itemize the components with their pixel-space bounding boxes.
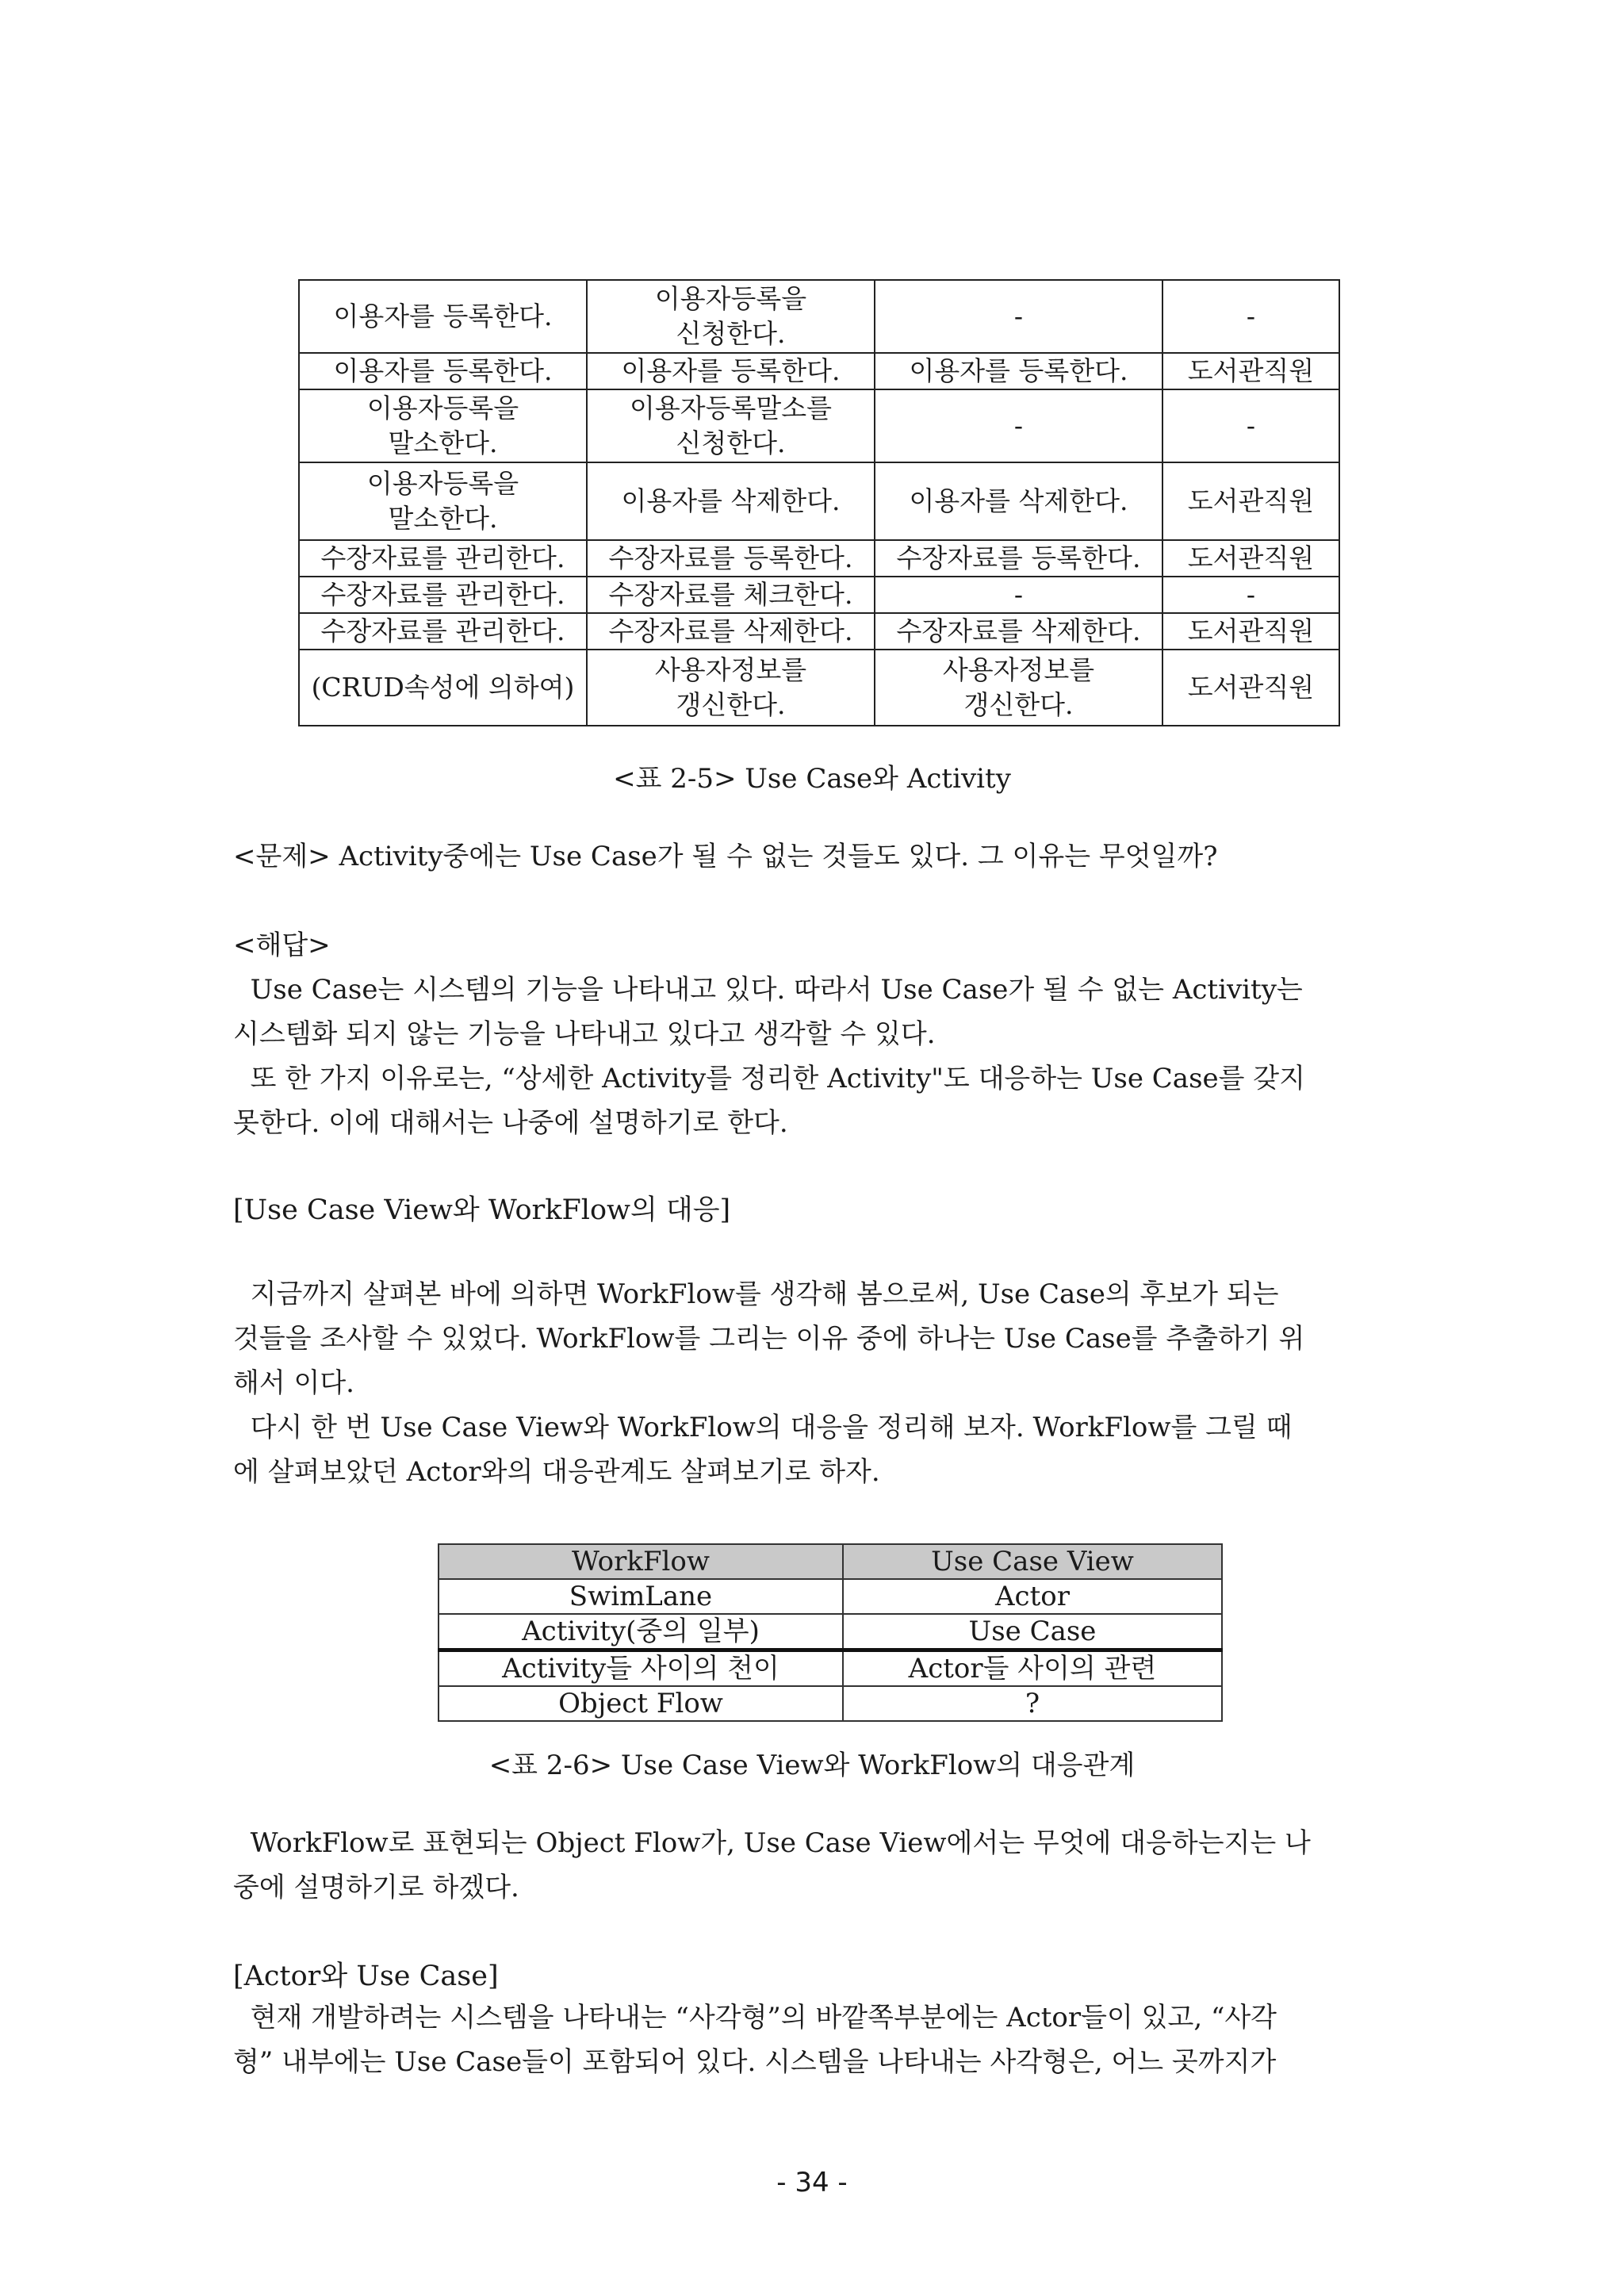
table-cell: 도서관직원 xyxy=(1162,650,1339,726)
table-cell: 수장자료를 체크한다. xyxy=(587,577,875,613)
body-line: 지금까지 살펴본 바에 의하면 WorkFlow를 생각해 봄으로써, Use Case의 후보가 되는 xyxy=(233,1278,1279,1310)
table-row xyxy=(299,462,1339,540)
table-row xyxy=(439,1579,1222,1614)
table-cell: - xyxy=(875,389,1162,462)
table-row xyxy=(299,613,1339,650)
body-line: WorkFlow로 표현되는 Object Flow가, Use Case View에서는 무엇에 대응하는지는 나 xyxy=(233,1827,1311,1859)
table-cell: 사용자정보를 갱신한다. xyxy=(587,650,875,726)
table-cell: - xyxy=(1162,577,1339,613)
table-cell: SwimLane xyxy=(439,1579,843,1614)
table-cell: - xyxy=(875,577,1162,613)
table-cell: 수장자료를 등록한다. xyxy=(587,540,875,577)
question-line: <문제> Activity중에는 Use Case가 될 수 없는 것들도 있다. 그 이유는 무엇일까? xyxy=(233,841,1218,872)
body-line: 형” 내부에는 Use Case들이 포함되어 있다. 시스템을 나타내는 사각형은, 어느 곳까지가 xyxy=(233,2046,1277,2078)
table-cell: Activity들 사이의 천이 xyxy=(439,1650,843,1687)
section-heading-usecase-workflow: [Use Case View와 WorkFlow의 대응] xyxy=(233,1194,731,1226)
table-row xyxy=(299,577,1339,613)
section1-body xyxy=(233,1272,1394,1494)
section-heading-actor-usecase: [Actor와 Use Case] xyxy=(233,1961,499,1992)
table-cell: 도서관직원 xyxy=(1162,353,1339,389)
answer-line: 또 한 가지 이유로는, “상세한 Activity를 정리한 Activity"도 대응하는 Use Case를 갖지 xyxy=(233,1063,1305,1094)
section2-body xyxy=(233,1995,1394,2084)
table-cell: 수장자료를 삭제한다. xyxy=(587,613,875,650)
table-cell: 이용자를 등록한다. xyxy=(875,353,1162,389)
table-row xyxy=(439,1650,1222,1687)
use-case-activity-table xyxy=(298,279,1340,726)
table-2-5-caption: <표 2-5> Use Case와 Activity xyxy=(613,763,1011,795)
table-cell: 수장자료를 관리한다. xyxy=(299,540,587,577)
section1-after-body xyxy=(233,1821,1394,1910)
body-line: 현재 개발하려는 시스템을 나타내는 “사각형”의 바깥쪽부분에는 Actor들이 있고, “사각 xyxy=(233,2002,1277,2033)
table-cell: 이용자등록을 말소한다. xyxy=(299,389,587,462)
table-cell: 수장자료를 관리한다. xyxy=(299,613,587,650)
table-cell: ? xyxy=(843,1686,1222,1721)
table-cell: 이용자를 등록한다. xyxy=(587,353,875,389)
table-cell: Object Flow xyxy=(439,1686,843,1721)
table-cell: 이용자등록말소를 신청한다. xyxy=(587,389,875,462)
table-cell: - xyxy=(1162,389,1339,462)
table-cell: Actor xyxy=(843,1579,1222,1614)
body-line: 에 살펴보았던 Actor와의 대응관계도 살펴보기로 하자. xyxy=(233,1456,880,1488)
answer-line: Use Case는 시스템의 기능을 나타내고 있다. 따라서 Use Case가 될 수 없는 Activity는 xyxy=(233,974,1303,1006)
table-header-row xyxy=(439,1544,1222,1579)
body-line: 것들을 조사할 수 있었다. WorkFlow를 그리는 이유 중에 하나는 Use Case를 추출하기 위 xyxy=(233,1323,1305,1355)
table-cell: 이용자등록을 신청한다. xyxy=(587,280,875,353)
body-line: 해서 이다. xyxy=(233,1367,354,1399)
table-cell: 이용자를 삭제한다. xyxy=(875,462,1162,540)
table-cell: 도서관직원 xyxy=(1162,613,1339,650)
table-cell: - xyxy=(875,280,1162,353)
table-header-cell: WorkFlow xyxy=(439,1544,843,1579)
table-row xyxy=(299,389,1339,462)
table-cell: 이용자를 등록한다. xyxy=(299,280,587,353)
table-row xyxy=(299,353,1339,389)
table-cell: 이용자등록을 말소한다. xyxy=(299,462,587,540)
answer-line: 못한다. 이에 대해서는 나중에 설명하기로 한다. xyxy=(233,1107,788,1139)
table-cell: 이용자를 등록한다. xyxy=(299,353,587,389)
answer-block xyxy=(233,923,1394,1145)
table-2-6-caption: <표 2-6> Use Case View와 WorkFlow의 대응관계 xyxy=(488,1750,1136,1781)
table-cell: 도서관직원 xyxy=(1162,540,1339,577)
table-row xyxy=(299,280,1339,353)
table-cell: Use Case xyxy=(843,1614,1222,1650)
table-cell: 수장자료를 관리한다. xyxy=(299,577,587,613)
table-cell: 이용자를 삭제한다. xyxy=(587,462,875,540)
table-header-cell: Use Case View xyxy=(843,1544,1222,1579)
question-text xyxy=(233,834,1394,879)
table-row xyxy=(299,540,1339,577)
answer-line: 시스템화 되지 않는 기능을 나타내고 있다고 생각할 수 있다. xyxy=(233,1018,936,1050)
table-cell: 수장자료를 삭제한다. xyxy=(875,613,1162,650)
table-cell: 사용자정보를 갱신한다. xyxy=(875,650,1162,726)
table-cell: Activity(중의 일부) xyxy=(439,1614,843,1650)
usecase-workflow-table xyxy=(438,1543,1223,1722)
page-number: - 34 - xyxy=(776,2167,848,2198)
table-row xyxy=(439,1614,1222,1650)
table-row xyxy=(439,1686,1222,1721)
table-row xyxy=(299,650,1339,726)
table-cell: 도서관직원 xyxy=(1162,462,1339,540)
answer-label: <해답> xyxy=(233,930,331,961)
table-cell: Actor들 사이의 관련 xyxy=(843,1650,1222,1687)
body-line: 다시 한 번 Use Case View와 WorkFlow의 대응을 정리해 보자. WorkFlow를 그릴 때 xyxy=(233,1412,1293,1443)
table-cell: - xyxy=(1162,280,1339,353)
table-cell: (CRUD속성에 의하여) xyxy=(299,650,587,726)
body-line: 중에 설명하기로 하겠다. xyxy=(233,1872,519,1903)
table-cell: 수장자료를 등록한다. xyxy=(875,540,1162,577)
